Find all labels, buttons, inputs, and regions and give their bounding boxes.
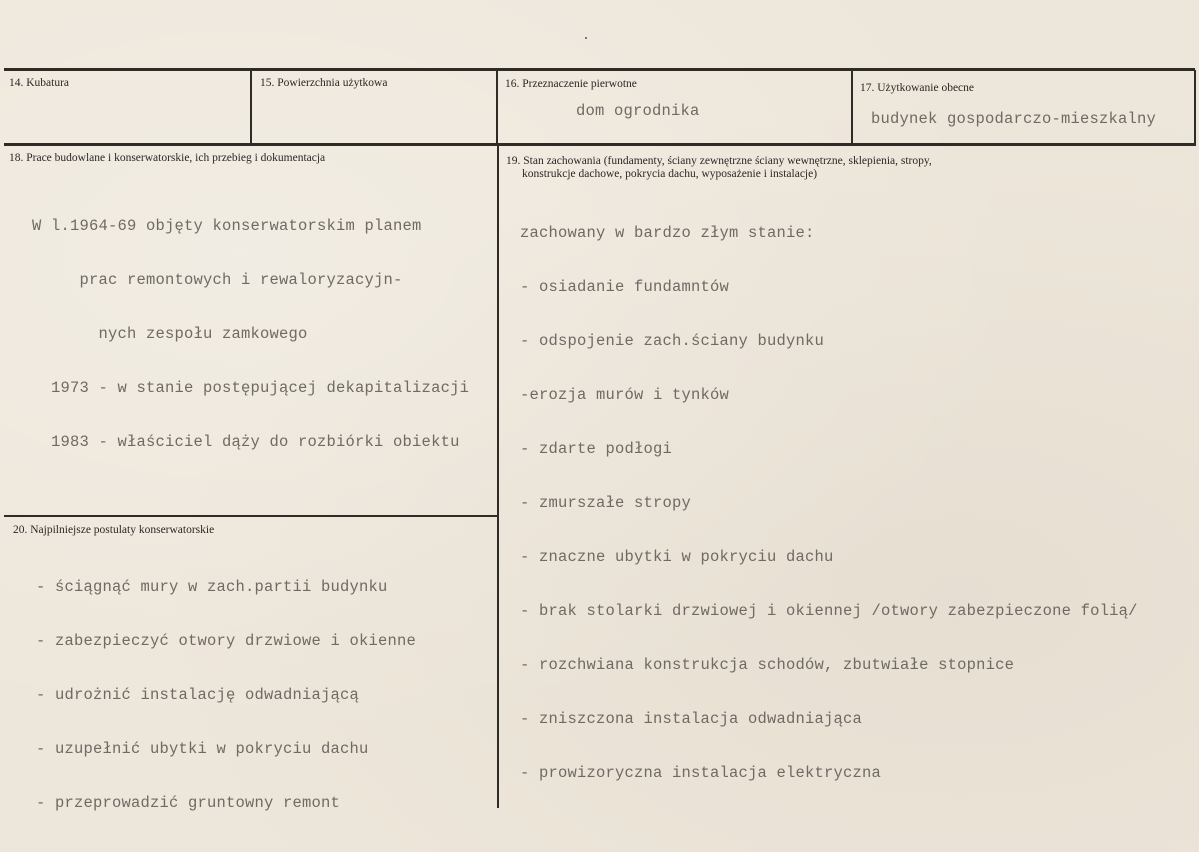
- dot-mark: [585, 37, 587, 39]
- field-17-value: budynek gospodarczo-mieszkalny: [871, 110, 1157, 128]
- field-20-line: - przeprowadzić gruntowny remont: [36, 794, 341, 812]
- field-19-line: zachowany w bardzo złym stanie:: [520, 224, 815, 242]
- field-19-line: - osiadanie fundamntów: [520, 278, 730, 296]
- field-20-line: - zabezpieczyć otwory drzwiowe i okienne: [36, 632, 417, 650]
- field-20-line: - uzupełnić ubytki w pokryciu dachu: [36, 740, 369, 758]
- field-18-line: W l.1964-69 objęty konserwatorskim planem: [32, 217, 422, 235]
- field-19-line: - odspojenie zach.ściany budynku: [520, 332, 825, 350]
- field-19-label-line1: 19. Stan zachowania (fundamenty, ściany zewnętrzne ściany wewnętrzne, sklepienia, stropy,: [506, 155, 932, 167]
- field-20-line: - ściągnąć mury w zach.partii budynku: [36, 578, 388, 596]
- field-19-line: - brak stolarki drzwiowej i okiennej /otwory zabezpieczone folią/: [520, 602, 1138, 620]
- field-19-line: - prowizoryczna instalacja elektryczna: [520, 764, 882, 782]
- edge-right: [1194, 70, 1196, 146]
- divider-16-17: [851, 70, 853, 144]
- rule-row3-top: [4, 515, 498, 517]
- field-20-label: 20. Najpilniejsze postulaty konserwatorskie: [13, 524, 215, 536]
- field-18-line: nych zespołu zamkowego: [32, 325, 308, 343]
- field-20-text: [36, 542, 416, 848]
- field-19-line: -erozja murów i tynków: [520, 386, 730, 404]
- rule-row1-bottom: [4, 143, 1195, 146]
- field-18-line: 1983 - właściciel dąży do rozbiórki obiektu: [32, 433, 460, 451]
- field-16-label: 16. Przeznaczenie pierwotne: [505, 78, 637, 90]
- divider-14-15: [250, 70, 252, 144]
- field-19-line: - zmurszałe stropy: [520, 494, 692, 512]
- field-19-text: [520, 188, 1138, 818]
- field-19-label-line2: konstrukcje dachowe, pokrycia dachu, wyposażenie i instalacje): [522, 168, 818, 180]
- divider-15-16: [496, 70, 498, 144]
- rule-top: [4, 68, 1195, 71]
- field-18-line: prac remontowych i rewaloryzacyjn-: [32, 271, 403, 289]
- field-19-line: - znaczne ubytki w pokryciu dachu: [520, 548, 834, 566]
- field-16-value: dom ogrodnika: [576, 102, 700, 120]
- field-14-label: 14. Kubatura: [9, 77, 70, 89]
- field-17-label: 17. Użytkowanie obecne: [860, 82, 975, 94]
- field-19-line: - zdarte podłogi: [520, 440, 673, 458]
- field-18-label: 18. Prace budowlane i konserwatorskie, ich przebieg i dokumentacja: [9, 152, 326, 164]
- field-15-label: 15. Powierzchnia użytkowa: [260, 77, 388, 89]
- field-19-line: - rozchwiana konstrukcja schodów, zbutwiałe stopnice: [520, 656, 1015, 674]
- field-18-line: 1973 - w stanie postępującej dekapitalizacji: [32, 379, 470, 397]
- field-20-line: - udrożnić instalację odwadniającą: [36, 686, 360, 704]
- field-19-line: - zniszczona instalacja odwadniająca: [520, 710, 863, 728]
- field-18-text: [32, 181, 469, 487]
- divider-main-vertical: [497, 145, 499, 808]
